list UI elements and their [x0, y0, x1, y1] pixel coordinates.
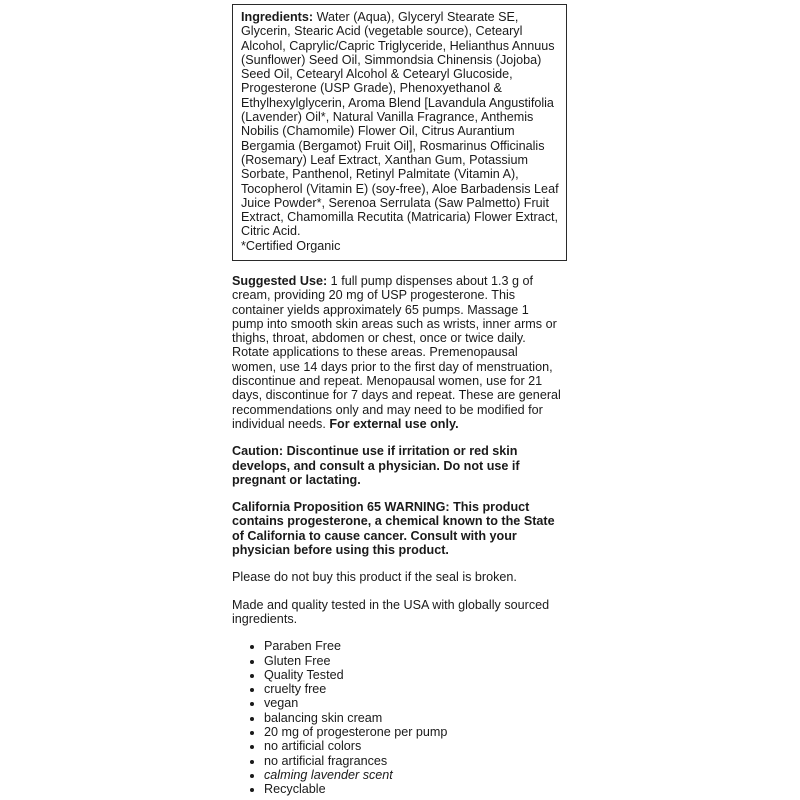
made-in-usa: Made and quality tested in the USA with globally sourced ingredients. [232, 597, 550, 626]
ingredients-list: Water (Aqua), Glyceryl Stearate SE, Glycerin, Stearic Acid (vegetable source), Cetearyl Alcohol, Caprylic/Capric Triglyceride, Helianthus Annuus (Sunflower) Seed Oil, Simmondsia Chinensis (Jojoba) Seed Oil, Cetearyl Alcohol & Cetearyl Glucoside, Progesterone (USP Grade), Phenoxyethanol & Ethylhexylglycerin, Aroma Blend [Lavandula Angustifolia (Lavender) Oil*, Natural Vanilla Fragrance, Anthemis Nobilis (Chamomile) Flower Oil, Citrus Aurantium Bergamia (Bergamot) Fruit Oil], Rosmarinus Officinalis (Rosemary) Leaf Extract, Xanthan Gum, Potassium Sorbate, Panthenol, Retinyl Palmitate (Vitamin A), Tocopherol (Vitamin E) (soy-free), Aloe Barbadensis Leaf Juice Powder*, Serenoa Serrulata (Saw Palmetto) Fruit Extract, Chamomilla Recutita (Matricaria) Flower Extract, Citric Acid. [241, 10, 559, 239]
external-use-note: For external use only. [329, 416, 459, 431]
seal-notice: Please do not buy this product if the seal is broken. [232, 570, 517, 585]
prop65-warning: California Proposition 65 WARNING: This product contains progesterone, a chemical known to the State of California to cause cancer. Consult with your physician before using this product. [232, 500, 555, 558]
feature-item: • cruelty free [264, 682, 562, 696]
feature-item: • Gluten Free [264, 654, 562, 668]
feature-item: • vegan [264, 696, 562, 710]
feature-item: • Quality Tested [264, 668, 562, 682]
feature-item: • no artificial fragrances [264, 754, 562, 768]
feature-item: • 20 mg of progesterone per pump [264, 725, 562, 739]
suggested-use [232, 274, 562, 431]
feature-item: • Paraben Free [264, 639, 562, 653]
suggested-use-text: 1 full pump dispenses about 1.3 g of cream, providing 20 mg of USP progesterone. This container yields approximately 65 pumps. Massage 1 pump into smooth skin areas such as wrists, inner arms or thighs, throat, abdomen or chest, once or twice daily. Rotate applications to these areas. Premenopausal women, use 14 days prior to the first day of menstruation, discontinue and repeat. Menopausal women, use for 21 days, discontinue for 7 days and repeat. These are general recommendations only and may need to be modified for individual needs. [232, 274, 561, 431]
suggested-use-label: Suggested Use: [232, 274, 328, 288]
feature-list [232, 639, 562, 796]
ingredients-label: Ingredients: [241, 10, 314, 24]
ingredients-box [232, 4, 567, 261]
ingredients-note: *Certified Organic [241, 238, 341, 253]
feature-item: • calming lavender scent [264, 768, 562, 782]
caution-warning: Caution: Discontinue use if irritation or red skin develops, and consult a physician. Do not use if pregnant or lactating. [232, 444, 520, 487]
feature-item: • Recyclable [264, 782, 562, 796]
feature-item: • balancing skin cream [264, 711, 562, 725]
feature-item: • no artificial colors [264, 739, 562, 753]
product-details [232, 274, 562, 797]
ingredients-text [241, 10, 566, 239]
